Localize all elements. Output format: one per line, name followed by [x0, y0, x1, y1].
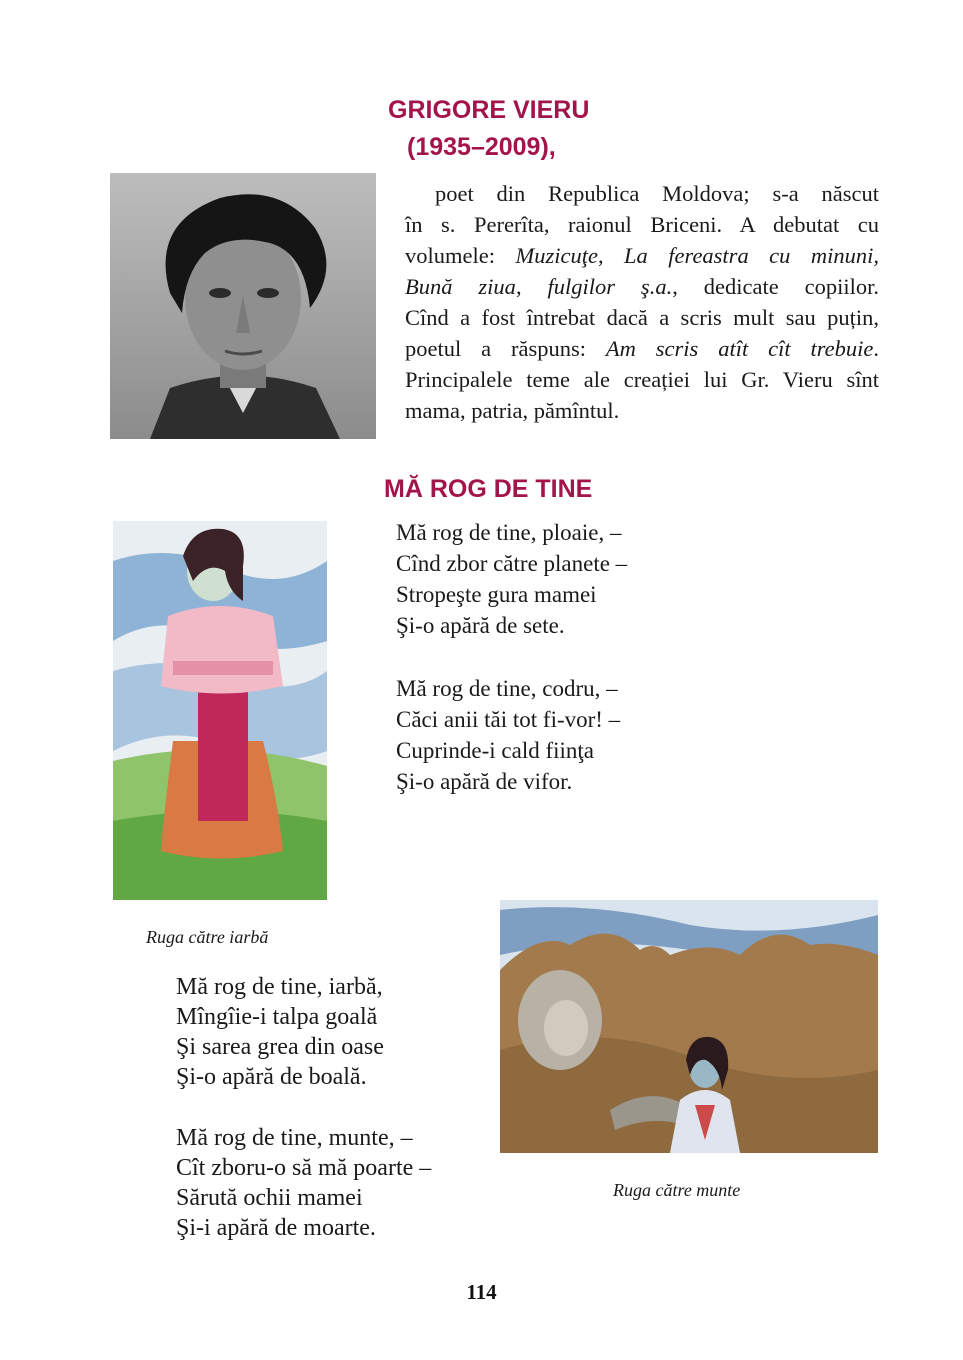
poem-stanza: [176, 972, 384, 1092]
verse-line: Mă rog de tine, codru, –: [396, 676, 618, 701]
bio-line: Bună ziua, fulgilor ş.a., dedicate copiilor.: [405, 274, 879, 299]
verse-line: Şi-o apără de vifor.: [396, 769, 573, 794]
poem-stanza: [396, 517, 627, 641]
book-title: fulgilor ş.a.: [547, 274, 673, 299]
book-title: Bună ziua: [405, 274, 516, 299]
poem-stanza: [176, 1123, 431, 1243]
verse-line: Mă rog de tine, munte, –: [176, 1125, 413, 1151]
bio-line: volumele: Muzicuţe, La fereastra cu minuni,: [405, 243, 879, 268]
verse-line: Mă rog de tine, iarbă,: [176, 974, 383, 1000]
bio-line: mama, patria, pămîntul.: [405, 398, 620, 423]
verse-line: Şi-o apără de sete.: [396, 613, 565, 638]
illustration-woman-in-grass: [113, 521, 327, 900]
verse-line: Stropeşte gura mamei: [396, 582, 597, 607]
verse-line: Mîngîie-i talpa goală: [176, 1004, 378, 1030]
bio-line: în s. Pererîta, raionul Briceni. A debutat cu: [405, 212, 879, 237]
author-years: (1935–2009),: [407, 133, 556, 161]
bio-line: poet din Republica Moldova; s-a născut: [435, 181, 879, 206]
poem-title: MĂ ROG DE TINE: [384, 475, 593, 503]
page-number: 114: [466, 1280, 497, 1304]
illustration-mountain: [500, 900, 878, 1153]
poem-stanza: [396, 673, 620, 797]
verse-line: Cînd zbor către planete –: [396, 551, 628, 576]
book-title: La fereastra cu minuni,: [624, 243, 879, 268]
verse-line: Sărută ochii mamei: [176, 1185, 363, 1211]
illustration-caption: Ruga către iarbă: [146, 927, 269, 947]
book-title: Muzicuţe: [515, 243, 598, 268]
bio-line: poetul a răspuns: Am scris atît cît trebuie.: [405, 336, 879, 361]
verse-line: Căci anii tăi tot fi-vor! –: [396, 707, 621, 732]
verse-line: Cît zboru-o să mă poarte –: [176, 1155, 432, 1181]
bio-line: Cînd a fost întrebat dacă a scris mult sau puțin,: [405, 305, 879, 330]
verse-line: Cuprinde-i cald fiinţa: [396, 738, 594, 763]
illustration-caption: Ruga către munte: [613, 1180, 741, 1200]
bio-line: Principalele teme ale creației lui Gr. Vieru sînt: [405, 367, 879, 392]
verse-line: Şi-i apără de moarte.: [176, 1215, 376, 1241]
verse-line: Şi sarea grea din oase: [176, 1034, 384, 1060]
author-portrait-photo: [110, 173, 376, 439]
quote: Am scris atît cît trebuie: [605, 336, 874, 361]
author-biography: [405, 178, 879, 426]
verse-line: Şi-o apără de boală.: [176, 1064, 367, 1090]
author-name: GRIGORE VIERU: [388, 96, 590, 124]
verse-line: Mă rog de tine, ploaie, –: [396, 520, 622, 545]
